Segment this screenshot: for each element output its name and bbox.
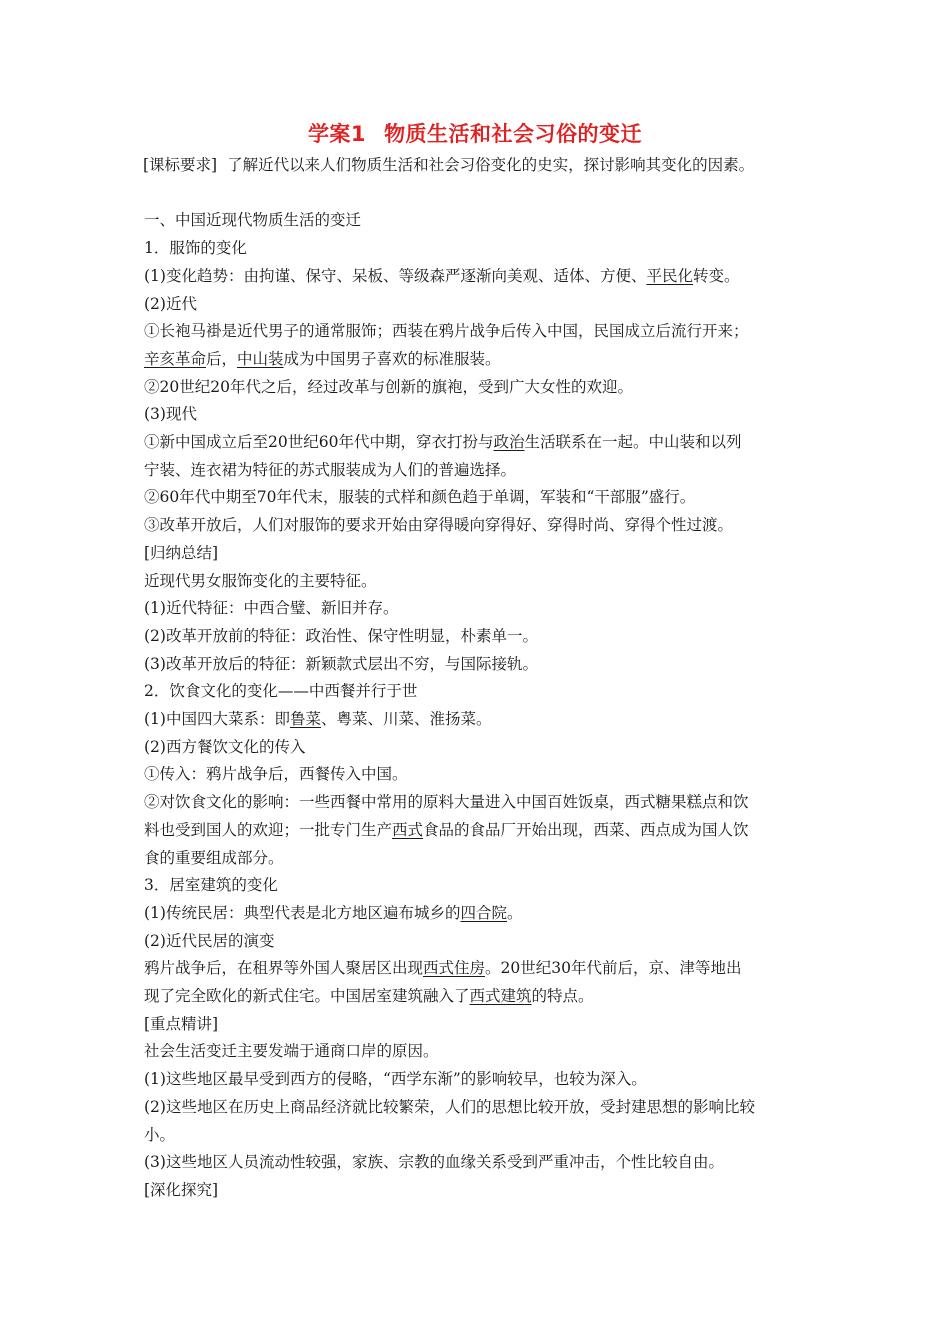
clothing-trend xyxy=(144,263,824,291)
text-span: 鸦片战争后，在租界等外国人聚居区出现 xyxy=(144,959,424,978)
text-span: 成为中国男子喜欢的标准服装。 xyxy=(283,349,501,368)
contemporary-item-1-line-2: 宁装、连衣裙为特征的苏式服装成为人们的普遍选择。 xyxy=(144,460,517,479)
cuisine-item xyxy=(144,706,824,734)
text-span: (1)传统民居：典型代表是北方地区遍布城乡的 xyxy=(144,903,461,922)
summary-intro: 近现代男女服饰变化的主要特征。 xyxy=(144,571,377,590)
underlined-term: 四合院 xyxy=(460,903,507,922)
requirement-text: 了解近代以来人们物质生活和社会习俗变化的史实，探讨影响其变化的因素。 xyxy=(227,156,755,174)
text-span: ①新中国成立后至20世纪60年代中期，穿衣打扮与 xyxy=(144,433,494,452)
text-span: 现了完全欧化的新式住宅。中国居室建筑融入了 xyxy=(144,987,470,1006)
modern-item-1-line-2 xyxy=(144,346,824,374)
subsection-title-food: 2．饮食文化的变化——中西餐并行于世 xyxy=(144,682,418,701)
text-span: (1)中国四大菜系：即 xyxy=(144,710,290,729)
contemporary-item-3: ③改革开放后，人们对服饰的要求开始由穿得暖向穿得好、穿得时尚、穿得个性过渡。 xyxy=(144,516,734,535)
requirement-line xyxy=(143,152,824,180)
underlined-term: 辛亥革命 xyxy=(144,349,207,368)
underlined-term: 政治 xyxy=(493,433,525,452)
text-span: 食品的食品厂开始出现，西菜、西点成为国人饮 xyxy=(423,820,749,839)
summary-item-3: (3)改革开放后的特征：新颖款式层出不穷，与国际接轨。 xyxy=(144,654,538,673)
western-food-item-2-line-3: 食的重要组成部分。 xyxy=(144,848,284,867)
subsection-title-clothing: 1．服饰的变化 xyxy=(144,239,247,258)
explore-label: [深化探究] xyxy=(144,1181,219,1199)
traditional-housing xyxy=(144,900,824,928)
focus-item-1: (1)这些地区最早受到西方的侵略，“西学东渐”的影响较早，也较为深入。 xyxy=(144,1070,647,1089)
summary-item-2: (2)改革开放前的特征：政治性、保守性明显，朴素单一。 xyxy=(144,626,538,645)
contemporary-item-1-line-1 xyxy=(144,429,824,457)
underlined-term: 平民化 xyxy=(646,266,693,285)
text-span: 料也受到国人的欢迎；一批专门生产 xyxy=(144,820,393,839)
text-span: 生活联系在一起。中山装和以列 xyxy=(524,433,742,452)
focus-item-2-line-2: 小。 xyxy=(144,1125,176,1144)
text-span: 。 xyxy=(506,903,523,922)
section-heading: 一、中国近现代物质生活的变迁 xyxy=(144,211,362,230)
housing-evolution-title: (2)近代民居的演变 xyxy=(144,931,275,950)
modern-title: (2)近代 xyxy=(144,294,197,313)
western-food-title: (2)西方餐饮文化的传入 xyxy=(144,737,306,756)
focus-item-3: (3)这些地区人员流动性较强，家族、宗教的血缘关系受到严重冲击，个性比较自由。 xyxy=(144,1153,724,1172)
summary-label: [归纳总结] xyxy=(144,543,219,562)
modern-item-1-line-1: ①长袍马褂是近代男子的通常服饰；西装在鸦片战争后传入中国，民国成立后流行开来； xyxy=(144,322,749,341)
western-food-item-1: ①传入：鸦片战争后，西餐传入中国。 xyxy=(144,765,408,784)
requirement-label: [课标要求] xyxy=(143,156,218,174)
focus-intro: 社会生活变迁主要发端于通商口岸的原因。 xyxy=(144,1042,439,1061)
text-span: 转变。 xyxy=(692,266,740,285)
title-main: 学案1 xyxy=(307,122,367,146)
subsection-title-housing: 3．居室建筑的变化 xyxy=(144,876,278,895)
text-span: 的特点。 xyxy=(531,987,594,1006)
housing-evolution-line-1 xyxy=(144,955,824,983)
underlined-term: 西式 xyxy=(392,820,424,839)
text-span: 、粤菜、川菜、淮扬菜。 xyxy=(320,710,492,729)
contemporary-title: (3)现代 xyxy=(144,405,197,424)
text-span: 。20世纪30年代前后，京、津等地出 xyxy=(485,959,742,978)
page-title xyxy=(0,118,950,148)
modern-item-2: ②20世纪20年代之后，经过改革与创新的旗袍，受到广大女性的欢迎。 xyxy=(144,377,633,396)
underlined-term: 鲁菜 xyxy=(289,710,321,729)
western-food-item-2-line-1: ②对饮食文化的影响：一些西餐中常用的原料大量进入中国百姓饭桌，西式糖果糕点和饮 xyxy=(144,793,749,812)
summary-item-1: (1)近代特征：中西合璧、新旧并存。 xyxy=(144,599,399,618)
underlined-term: 西式建筑 xyxy=(469,987,532,1006)
text-span: (1)变化趋势：由拘谨、保守、呆板、等级森严逐渐向美观、适体、方便、 xyxy=(144,266,647,285)
underlined-term: 中山装 xyxy=(237,349,284,368)
focus-item-2-line-1: (2)这些地区在历史上商品经济就比较繁荣，人们的思想比较开放，受封建思想的影响比较 xyxy=(144,1097,755,1116)
housing-evolution-line-2 xyxy=(144,983,824,1011)
title-sub: 物质生活和社会习俗的变迁 xyxy=(384,122,643,146)
text-span: 后， xyxy=(206,349,238,368)
contemporary-item-2: ②60年代中期至70年代末，服装的式样和颜色趋于单调，军装和“干部服”盛行。 xyxy=(144,488,696,507)
underlined-term: 西式住房 xyxy=(423,959,486,978)
document-body xyxy=(144,152,824,1205)
focus-label: [重点精讲] xyxy=(144,1014,219,1033)
western-food-item-2-line-2 xyxy=(144,817,824,845)
